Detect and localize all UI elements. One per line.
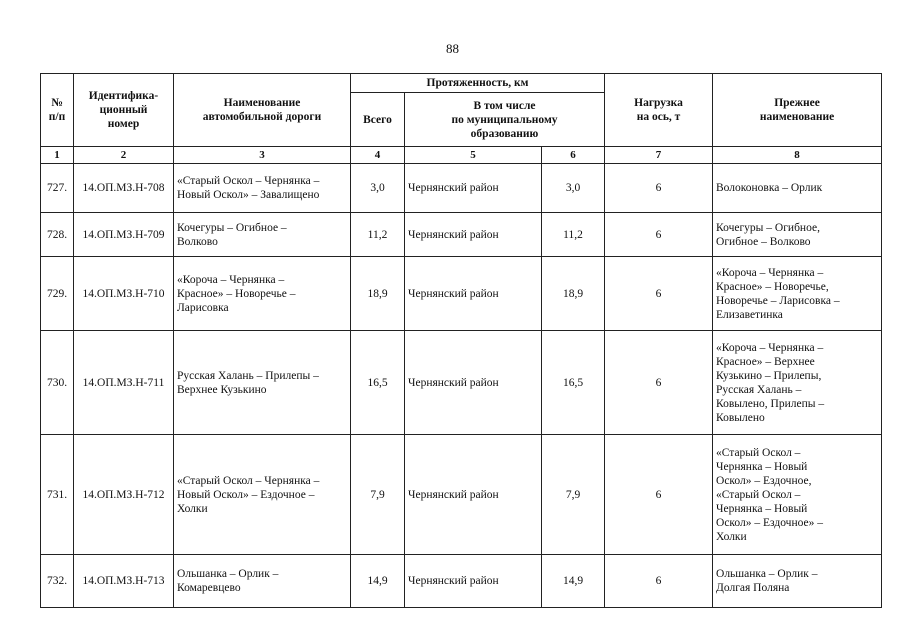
row-number: 731. xyxy=(41,435,74,555)
road-id: 14.ОП.МЗ.Н-708 xyxy=(74,164,174,213)
road-id: 14.ОП.МЗ.Н-711 xyxy=(74,331,174,435)
road-name: Ольшанка – Орлик – Комаревцево xyxy=(174,555,351,608)
axle-load: 6 xyxy=(605,331,713,435)
table-row xyxy=(41,331,882,435)
district-length: 7,9 xyxy=(542,435,605,555)
previous-name: «Старый Оскол – Чернянка – Новый Оскол» – Ездочное, «Старый Оскол – Чернянка – Новый Оскол» – Ездочное» – Холки xyxy=(713,435,882,555)
district: Чернянский район xyxy=(405,257,542,331)
page-number: 88 xyxy=(446,41,459,56)
table-row xyxy=(41,435,882,555)
row-number: 729. xyxy=(41,257,74,331)
table-row xyxy=(41,213,882,257)
header-name: Наименование автомобильной дороги xyxy=(174,74,351,147)
previous-name: Кочегуры – Огибное, Огибное – Волково xyxy=(713,213,882,257)
length-total: 7,9 xyxy=(351,435,405,555)
row-number: 730. xyxy=(41,331,74,435)
row-number: 732. xyxy=(41,555,74,608)
col-number-3: 3 xyxy=(174,147,351,164)
road-name: Кочегуры – Огибное – Волково xyxy=(174,213,351,257)
district-length: 16,5 xyxy=(542,331,605,435)
col-number-1: 1 xyxy=(41,147,74,164)
road-name: Русская Халань – Прилепы – Верхнее Кузькино xyxy=(174,331,351,435)
previous-name: Волоконовка – Орлик xyxy=(713,164,882,213)
road-name: «Короча – Чернянка – Красное» – Новоречье – Ларисовка xyxy=(174,257,351,331)
district: Чернянский район xyxy=(405,435,542,555)
header-id: Идентифика- ционный номер xyxy=(74,74,174,147)
length-total: 18,9 xyxy=(351,257,405,331)
previous-name: Ольшанка – Орлик – Долгая Поляна xyxy=(713,555,882,608)
district-length: 11,2 xyxy=(542,213,605,257)
district: Чернянский район xyxy=(405,164,542,213)
district: Чернянский район xyxy=(405,213,542,257)
col-number-6: 6 xyxy=(542,147,605,164)
district-length: 14,9 xyxy=(542,555,605,608)
axle-load: 6 xyxy=(605,213,713,257)
axle-load: 6 xyxy=(605,164,713,213)
axle-load: 6 xyxy=(605,257,713,331)
col-number-4: 4 xyxy=(351,147,405,164)
row-number: 727. xyxy=(41,164,74,213)
road-id: 14.ОП.МЗ.Н-713 xyxy=(74,555,174,608)
header-length-group: Протяженность, км xyxy=(351,74,605,93)
length-total: 3,0 xyxy=(351,164,405,213)
col-number-7: 7 xyxy=(605,147,713,164)
header-total: Всего xyxy=(351,93,405,147)
road-name: «Старый Оскол – Чернянка – Новый Оскол» – Ездочное – Холки xyxy=(174,435,351,555)
col-number-5: 5 xyxy=(405,147,542,164)
header-including: В том числе по муниципальному образованию xyxy=(405,93,605,147)
district-length: 18,9 xyxy=(542,257,605,331)
district: Чернянский район xyxy=(405,555,542,608)
length-total: 14,9 xyxy=(351,555,405,608)
table-row xyxy=(41,164,882,213)
road-registry-table xyxy=(40,73,882,608)
header-load: Нагрузка на ось, т xyxy=(605,74,713,147)
district-length: 3,0 xyxy=(542,164,605,213)
previous-name: «Короча – Чернянка – Красное» – Верхнее Кузькино – Прилепы, Русская Халань – Ковылено, Прилепы – Ковылено xyxy=(713,331,882,435)
road-id: 14.ОП.МЗ.Н-709 xyxy=(74,213,174,257)
length-total: 11,2 xyxy=(351,213,405,257)
row-number: 728. xyxy=(41,213,74,257)
road-name: «Старый Оскол – Чернянка – Новый Оскол» – Завалищено xyxy=(174,164,351,213)
col-number-8: 8 xyxy=(713,147,882,164)
header-num: № п/п xyxy=(41,74,74,147)
axle-load: 6 xyxy=(605,555,713,608)
header-previous-name: Прежнее наименование xyxy=(713,74,882,147)
col-number-2: 2 xyxy=(74,147,174,164)
previous-name: «Короча – Чернянка – Красное» – Новоречье, Новоречье – Ларисовка – Елизаветинка xyxy=(713,257,882,331)
road-id: 14.ОП.МЗ.Н-712 xyxy=(74,435,174,555)
district: Чернянский район xyxy=(405,331,542,435)
length-total: 16,5 xyxy=(351,331,405,435)
axle-load: 6 xyxy=(605,435,713,555)
road-id: 14.ОП.МЗ.Н-710 xyxy=(74,257,174,331)
table-row xyxy=(41,555,882,608)
table-row xyxy=(41,257,882,331)
